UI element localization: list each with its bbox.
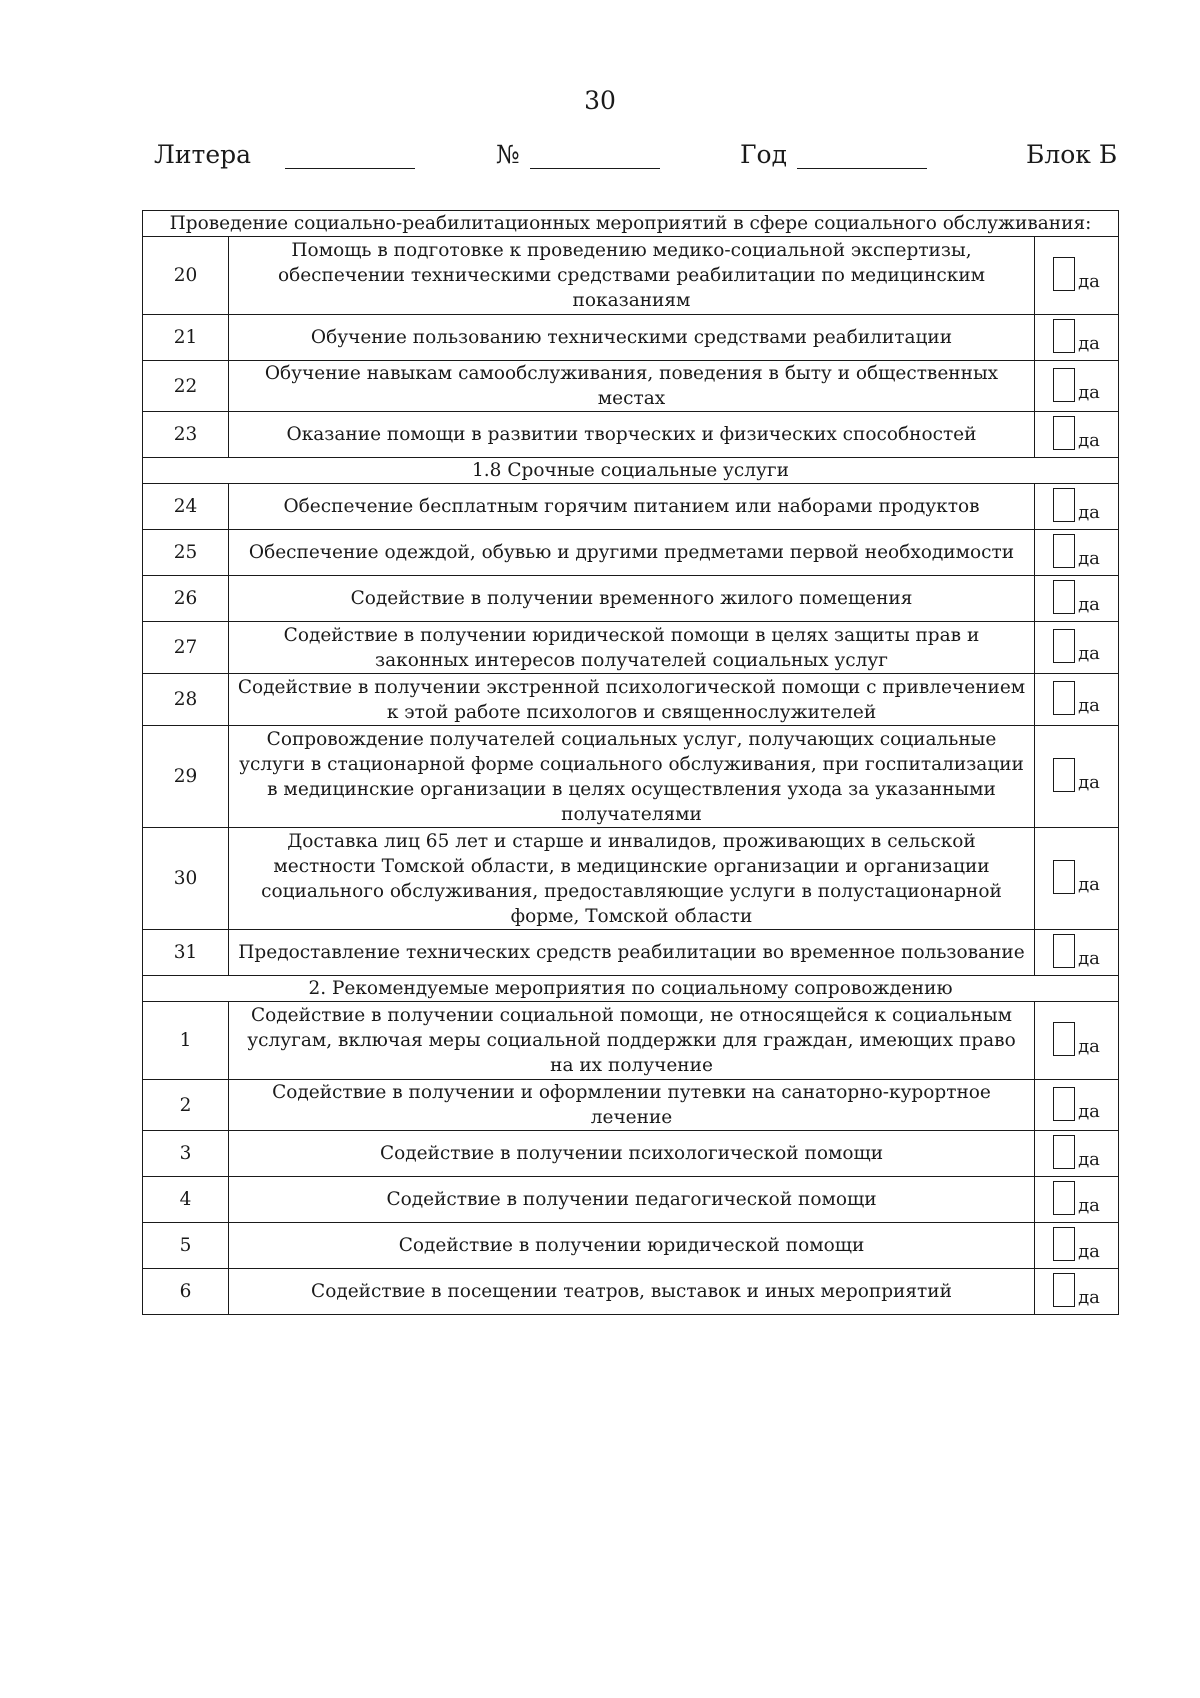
- row-number: 1: [143, 1002, 229, 1080]
- yes-checkbox[interactable]: [1053, 1087, 1075, 1121]
- row-number: 2: [143, 1080, 229, 1131]
- row-number: 3: [143, 1131, 229, 1177]
- yes-label: да: [1078, 502, 1100, 523]
- yes-label: да: [1078, 695, 1100, 716]
- yes-label: да: [1078, 874, 1100, 895]
- row-number: 29: [143, 726, 229, 828]
- table-row: [143, 930, 1119, 976]
- section-title: Проведение социально-реабилитационных мероприятий в сфере социального обслуживания:: [143, 211, 1119, 237]
- service-description: Содействие в получении психологической помощи: [229, 1131, 1035, 1177]
- table-row: [143, 484, 1119, 530]
- yes-label: да: [1078, 1195, 1100, 1216]
- service-description: Предоставление технических средств реабилитации во временное пользование: [229, 930, 1035, 976]
- yes-label: да: [1078, 430, 1100, 451]
- row-number: 23: [143, 412, 229, 458]
- year-blank[interactable]: [797, 140, 927, 169]
- yes-checkbox[interactable]: [1053, 534, 1075, 568]
- number-field: [496, 140, 660, 169]
- yes-checkbox[interactable]: [1053, 488, 1075, 522]
- table-row: [143, 361, 1119, 412]
- table-row: [143, 237, 1119, 315]
- checkbox-cell: [1035, 576, 1119, 622]
- service-description: Содействие в получении социальной помощи, не относящейся к социальным услугам, включая меры социальной поддержки для граждан, имеющих право на их получение: [229, 1002, 1035, 1080]
- checkbox-cell: [1035, 237, 1119, 315]
- section-header: [143, 458, 1119, 484]
- yes-checkbox[interactable]: [1053, 681, 1075, 715]
- table-row: [143, 530, 1119, 576]
- service-description: Содействие в получении юридической помощи в целях защиты прав и законных интересов получателей социальных услуг: [229, 622, 1035, 674]
- yes-label: да: [1078, 1149, 1100, 1170]
- service-description: Содействие в получении педагогической помощи: [229, 1177, 1035, 1223]
- table-row: [143, 726, 1119, 828]
- yes-checkbox[interactable]: [1053, 860, 1075, 894]
- checkbox-cell: [1035, 1131, 1119, 1177]
- row-number: 22: [143, 361, 229, 412]
- service-description: Содействие в получении и оформлении путевки на санаторно-курортное лечение: [229, 1080, 1035, 1131]
- service-description: Помощь в подготовке к проведению медико-социальной экспертизы, обеспечении техническими средствами реабилитации по медицинским показаниям: [229, 237, 1035, 315]
- row-number: 25: [143, 530, 229, 576]
- service-description: Обучение навыкам самообслуживания, поведения в быту и общественных местах: [229, 361, 1035, 412]
- row-number: 4: [143, 1177, 229, 1223]
- checkbox-cell: [1035, 530, 1119, 576]
- checkbox-cell: [1035, 315, 1119, 361]
- yes-checkbox[interactable]: [1053, 1273, 1075, 1307]
- service-description: Содействие в получении временного жилого помещения: [229, 576, 1035, 622]
- row-number: 21: [143, 315, 229, 361]
- service-description: Содействие в посещении театров, выставок и иных мероприятий: [229, 1269, 1035, 1315]
- service-description: Обеспечение бесплатным горячим питанием или наборами продуктов: [229, 484, 1035, 530]
- checkbox-cell: [1035, 412, 1119, 458]
- table-row: [143, 1177, 1119, 1223]
- table-row: [143, 1002, 1119, 1080]
- yes-label: да: [1078, 643, 1100, 664]
- yes-label: да: [1078, 1100, 1100, 1122]
- table-row: [143, 1269, 1119, 1315]
- yes-checkbox[interactable]: [1053, 1022, 1075, 1056]
- checkbox-cell: [1035, 622, 1119, 674]
- yes-label: да: [1078, 1241, 1100, 1262]
- table-row: [143, 412, 1119, 458]
- checkbox-cell: [1035, 484, 1119, 530]
- service-description: Оказание помощи в развитии творческих и физических способностей: [229, 412, 1035, 458]
- yes-label: да: [1078, 271, 1100, 292]
- yes-label: да: [1078, 1287, 1100, 1308]
- yes-label: да: [1078, 1036, 1100, 1057]
- yes-checkbox[interactable]: [1053, 1181, 1075, 1215]
- row-number: 27: [143, 622, 229, 674]
- yes-checkbox[interactable]: [1053, 368, 1075, 402]
- row-number: 28: [143, 674, 229, 726]
- yes-checkbox[interactable]: [1053, 257, 1075, 291]
- yes-label: да: [1078, 772, 1100, 793]
- service-description: Доставка лиц 65 лет и старше и инвалидов, проживающих в сельской местности Томской области, в медицинские организации и организации социального обслуживания, предоставляющие услуги в полустационарной форме, Томской области: [229, 828, 1035, 930]
- service-description: Обучение пользованию техническими средствами реабилитации: [229, 315, 1035, 361]
- yes-checkbox[interactable]: [1053, 1227, 1075, 1261]
- checkbox-cell: [1035, 1080, 1119, 1131]
- service-description: Сопровождение получателей социальных услуг, получающих социальные услуги в стационарной форме социального обслуживания, при госпитализации в медицинские организации в целях осуществления ухода за указанными получателями: [229, 726, 1035, 828]
- checkbox-cell: [1035, 828, 1119, 930]
- table-row: [143, 1131, 1119, 1177]
- table-row: [143, 315, 1119, 361]
- section-header: [143, 211, 1119, 237]
- yes-checkbox[interactable]: [1053, 416, 1075, 450]
- row-number: 31: [143, 930, 229, 976]
- table-row: [143, 622, 1119, 674]
- checkbox-cell: [1035, 1177, 1119, 1223]
- yes-checkbox[interactable]: [1053, 580, 1075, 614]
- block-label: Блок Б: [1026, 140, 1118, 169]
- yes-label: да: [1078, 333, 1100, 354]
- row-number: 6: [143, 1269, 229, 1315]
- litera-field: [154, 140, 415, 169]
- section-title: 1.8 Срочные социальные услуги: [143, 458, 1119, 484]
- yes-label: да: [1078, 381, 1100, 403]
- row-number: 24: [143, 484, 229, 530]
- yes-checkbox[interactable]: [1053, 319, 1075, 353]
- services-table: [142, 210, 1119, 1315]
- yes-label: да: [1078, 948, 1100, 969]
- service-description: Содействие в получении экстренной психологической помощи с привлечением к этой работе психологов и священнослужителей: [229, 674, 1035, 726]
- litera-blank[interactable]: [285, 140, 415, 169]
- table-row: [143, 674, 1119, 726]
- row-number: 5: [143, 1223, 229, 1269]
- service-description: Содействие в получении юридической помощи: [229, 1223, 1035, 1269]
- year-label: Год: [740, 140, 787, 169]
- checkbox-cell: [1035, 726, 1119, 828]
- row-number: 26: [143, 576, 229, 622]
- year-field: [740, 140, 927, 169]
- row-number: 30: [143, 828, 229, 930]
- yes-checkbox[interactable]: [1053, 1135, 1075, 1169]
- table-row: [143, 576, 1119, 622]
- checkbox-cell: [1035, 674, 1119, 726]
- table-row: [143, 1080, 1119, 1131]
- section-header: [143, 976, 1119, 1002]
- yes-checkbox[interactable]: [1053, 758, 1075, 792]
- yes-checkbox[interactable]: [1053, 629, 1075, 663]
- checkbox-cell: [1035, 1002, 1119, 1080]
- litera-label: Литера: [154, 140, 252, 169]
- row-number: 20: [143, 237, 229, 315]
- checkbox-cell: [1035, 1223, 1119, 1269]
- service-description: Обеспечение одеждой, обувью и другими предметами первой необходимости: [229, 530, 1035, 576]
- number-label: №: [496, 140, 520, 169]
- table-row: [143, 1223, 1119, 1269]
- yes-label: да: [1078, 594, 1100, 615]
- checkbox-cell: [1035, 1269, 1119, 1315]
- yes-label: да: [1078, 548, 1100, 569]
- table-row: [143, 828, 1119, 930]
- yes-checkbox[interactable]: [1053, 934, 1075, 968]
- page-number: 30: [584, 86, 616, 115]
- checkbox-cell: [1035, 361, 1119, 412]
- form-header: [0, 140, 1200, 180]
- number-blank[interactable]: [530, 140, 660, 169]
- checkbox-cell: [1035, 930, 1119, 976]
- section-title: 2. Рекомендуемые мероприятия по социальному сопровождению: [143, 976, 1119, 1002]
